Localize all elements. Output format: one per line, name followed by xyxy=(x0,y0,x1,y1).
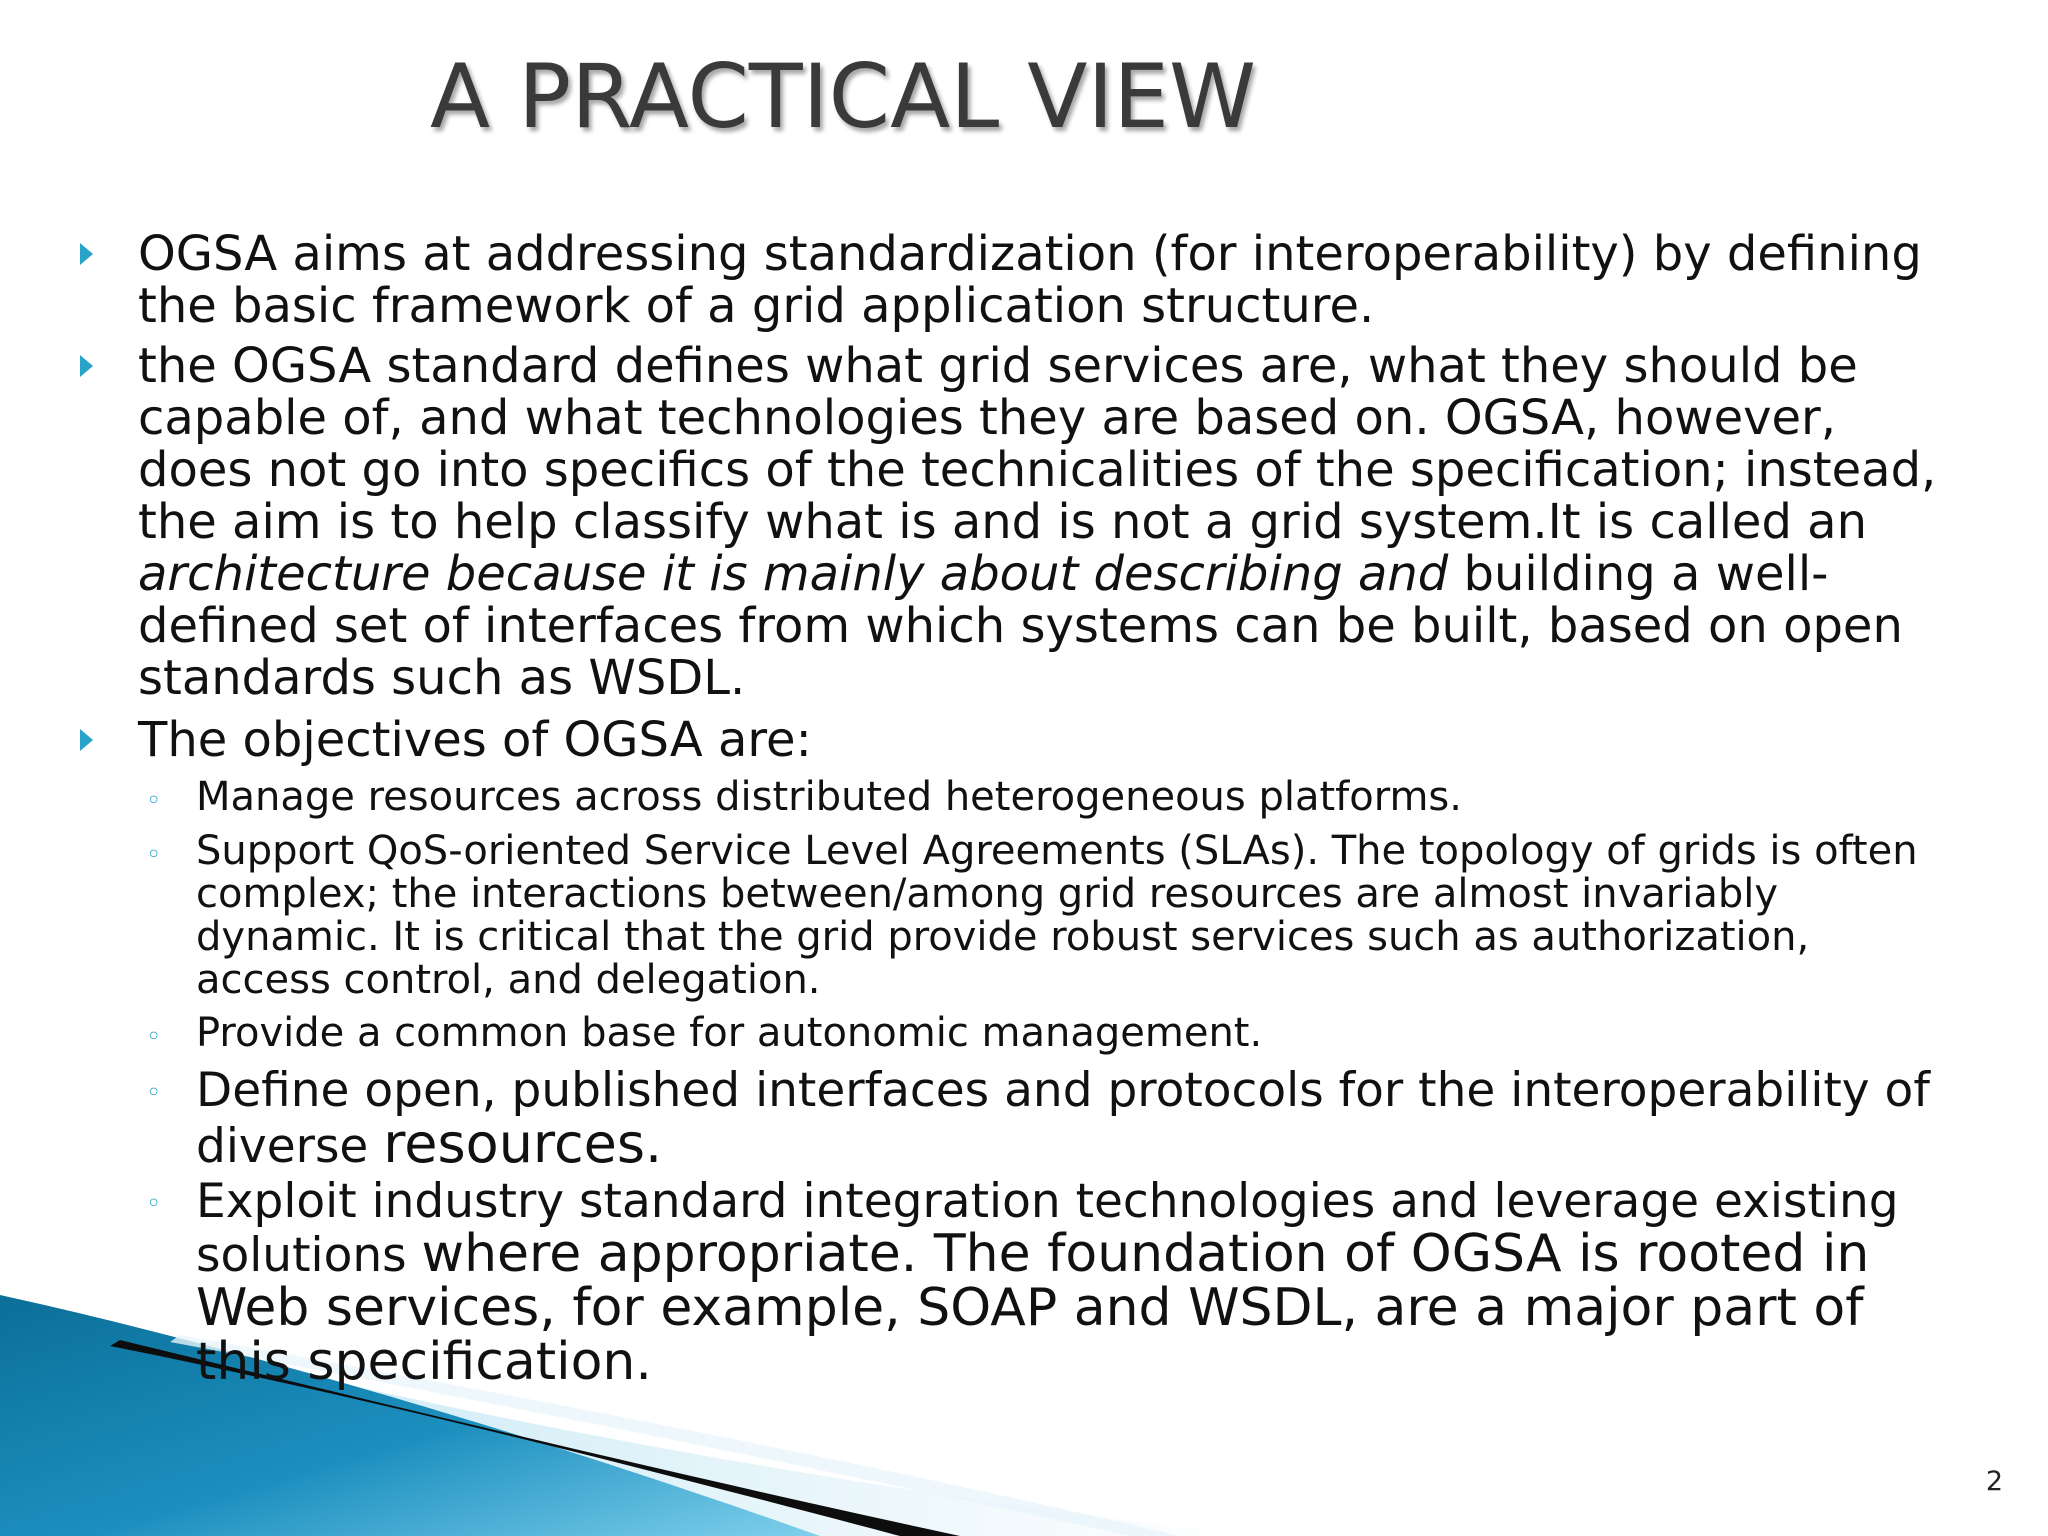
circle-bullet-icon: ◦ xyxy=(146,1022,162,1052)
circle-bullet-icon: ◦ xyxy=(146,840,162,870)
circle-bullet-icon: ◦ xyxy=(146,1189,162,1219)
objective-item-exploit-standards xyxy=(146,1174,1956,1392)
objective-text-part-a: Exploit industry standard integration technologies and leverage existing solutions xyxy=(196,1174,1899,1283)
bullet-text: The objectives of OGSA are: xyxy=(138,712,812,768)
objective-item-manage-resources xyxy=(146,774,1956,820)
objective-text: Manage resources across distributed heterogeneous platforms. xyxy=(196,774,1462,820)
objective-item-autonomic-management xyxy=(146,1010,1956,1056)
circle-bullet-icon: ◦ xyxy=(146,786,162,816)
objective-text-part-b: where appropriate. The foundation of OGSA is rooted in Web services, for example, SOAP and WSDL, are a major part of this specification. xyxy=(196,1224,1870,1392)
bullet-item-standardization xyxy=(138,228,1948,332)
objective-text-part-b: resources. xyxy=(383,1112,663,1175)
bullet-text-part-b: building a well-defined set of interfaces from which systems can be built, based on open standards such as WSDL. xyxy=(138,546,1903,706)
slide-title: A PRACTICAL VIEW xyxy=(430,45,1257,148)
objective-text: Provide a common base for autonomic management. xyxy=(196,1010,1263,1056)
objective-text-part-a: Define open, published interfaces and protocols for the interoperability of diverse xyxy=(196,1063,1930,1174)
bullet-text-italic: architecture because it is mainly about describing and xyxy=(138,546,1449,602)
page-number: 2 xyxy=(1985,1466,2003,1497)
bullet-item-objectives xyxy=(138,714,1948,766)
circle-bullet-icon: ◦ xyxy=(146,1078,162,1108)
bullet-text-part-a: the OGSA standard defines what grid services are, what they should be capable of, and what technologies they are based on. OGSA, however, does not go into specifics of the technicalities of the specification; instead, the aim is to help classify what is and is not a grid system.It is called an xyxy=(138,338,1937,550)
triangle-bullet-icon xyxy=(80,729,93,751)
objective-text: Support QoS-oriented Service Level Agreements (SLAs). The topology of grids is often complex; the interactions between/among grid resources are almost invariably dynamic. It is critical that the grid provide robust services such as authorization, access control, and delegation. xyxy=(196,828,1918,1003)
triangle-bullet-icon xyxy=(80,355,93,377)
bullet-item-ogsa-standard xyxy=(138,340,1948,704)
triangle-bullet-icon xyxy=(80,243,93,265)
objective-item-support-qos xyxy=(146,828,1956,1003)
objective-item-define-interfaces xyxy=(146,1063,1956,1175)
bullet-text: OGSA aims at addressing standardization (for interoperability) by defining the basic framework of a grid application structure. xyxy=(138,226,1922,334)
